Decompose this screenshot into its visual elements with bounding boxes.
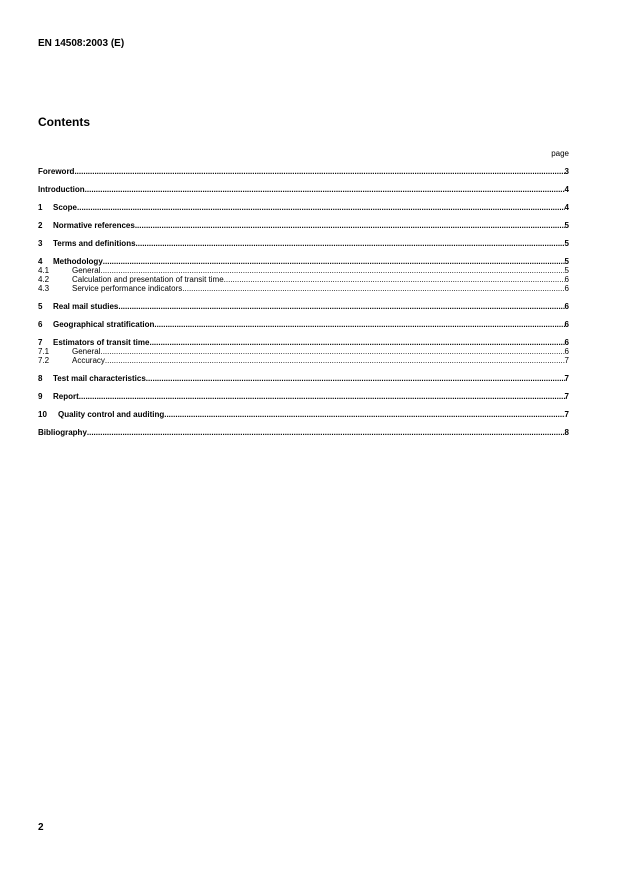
toc-leader-dots xyxy=(118,302,564,311)
toc-entry-title: Quality control and auditing xyxy=(58,410,165,419)
toc-entry-number: 2 xyxy=(38,221,43,230)
toc-entry-title: Foreword xyxy=(38,167,75,176)
toc-entry-page: 4 xyxy=(564,185,569,194)
toc-leader-dots xyxy=(105,356,565,365)
toc-entry-number: 4.3 xyxy=(38,284,50,293)
toc-entry-title: Bibliography xyxy=(38,428,87,437)
toc-leader-dots xyxy=(164,410,564,419)
document-header: EN 14508:2003 (E) xyxy=(38,38,125,49)
toc-entry-title: Scope xyxy=(53,203,78,212)
page-number: 2 xyxy=(38,822,44,833)
toc-entry-title: Terms and definitions xyxy=(53,239,136,248)
toc-entry-title: Service performance indicators xyxy=(72,284,183,293)
toc-entry-geographical-stratification[interactable] xyxy=(38,320,569,329)
toc-leader-dots xyxy=(87,428,565,437)
toc-leader-dots xyxy=(136,239,565,248)
toc-entry-number: 4.1 xyxy=(38,266,50,275)
toc-entry-page: 6 xyxy=(564,284,569,293)
toc-leader-dots xyxy=(100,266,564,275)
toc-entry-report[interactable] xyxy=(38,392,569,401)
toc-entry-page: 7 xyxy=(564,392,569,401)
toc-entry-page: 6 xyxy=(564,320,569,329)
toc-entry-page: 6 xyxy=(564,347,569,356)
toc-entry-title: Test mail characteristics xyxy=(53,374,146,383)
toc-entry-page: 5 xyxy=(564,239,569,248)
toc-leader-dots xyxy=(154,320,564,329)
toc-entry-number: 10 xyxy=(38,410,47,419)
toc-leader-dots xyxy=(146,374,565,383)
toc-entry-page: 6 xyxy=(564,338,569,347)
toc-entry-4-3-service-performance[interactable] xyxy=(38,284,569,293)
toc-entry-page: 8 xyxy=(564,428,569,437)
toc-entry-terms-and-definitions[interactable] xyxy=(38,239,569,248)
toc-leader-dots xyxy=(100,347,564,356)
toc-entry-7-2-accuracy[interactable] xyxy=(38,356,569,365)
toc-entry-scope[interactable] xyxy=(38,203,569,212)
toc-entry-number: 1 xyxy=(38,203,43,212)
toc-leader-dots xyxy=(85,185,565,194)
toc-entry-estimators-of-transit-time[interactable] xyxy=(38,338,569,347)
toc-entry-normative-references[interactable] xyxy=(38,221,569,230)
toc-entry-number: 7.1 xyxy=(38,347,50,356)
toc-entry-title: Geographical stratification xyxy=(53,320,155,329)
toc-entry-introduction[interactable] xyxy=(38,185,569,194)
toc-entry-number: 4.2 xyxy=(38,275,50,284)
toc-entry-title: Report xyxy=(53,392,79,401)
toc-entry-title: General xyxy=(72,266,101,275)
toc-entry-number: 4 xyxy=(38,257,43,266)
toc-entry-test-mail-characteristics[interactable] xyxy=(38,374,569,383)
toc-entry-number: 7 xyxy=(38,338,43,347)
toc-entry-title: Accuracy xyxy=(72,356,105,365)
toc-entry-number: 9 xyxy=(38,392,43,401)
contents-heading: Contents xyxy=(38,115,90,129)
toc-entry-page: 7 xyxy=(564,374,569,383)
page-column-label: page xyxy=(551,149,569,158)
toc-leader-dots xyxy=(182,284,564,293)
toc-entry-page: 5 xyxy=(564,257,569,266)
toc-entry-page: 4 xyxy=(564,203,569,212)
toc-entry-methodology[interactable] xyxy=(38,257,569,266)
toc-leader-dots xyxy=(79,392,565,401)
toc-entry-number: 7.2 xyxy=(38,356,50,365)
toc-entry-page: 5 xyxy=(564,221,569,230)
toc-leader-dots xyxy=(74,167,564,176)
toc-entry-bibliography[interactable] xyxy=(38,428,569,437)
toc-entry-number: 3 xyxy=(38,239,43,248)
toc-entry-real-mail-studies[interactable] xyxy=(38,302,569,311)
toc-leader-dots xyxy=(135,221,565,230)
toc-entry-page: 6 xyxy=(564,275,569,284)
toc-entry-title: General xyxy=(72,347,101,356)
toc-entry-page: 7 xyxy=(564,356,569,365)
toc-entry-number: 8 xyxy=(38,374,43,383)
toc-entry-title: Estimators of transit time xyxy=(53,338,150,347)
toc-entry-title: Methodology xyxy=(53,257,103,266)
toc-entry-title: Introduction xyxy=(38,185,85,194)
toc-entry-foreword[interactable] xyxy=(38,167,569,176)
toc-entry-page: 5 xyxy=(564,266,569,275)
toc-leader-dots xyxy=(224,275,565,284)
toc-entry-page: 3 xyxy=(564,167,569,176)
toc-entry-title: Real mail studies xyxy=(53,302,119,311)
toc-entry-title: Normative references xyxy=(53,221,135,230)
table-of-contents xyxy=(38,167,569,437)
toc-entry-quality-control[interactable] xyxy=(38,410,569,419)
toc-leader-dots xyxy=(103,257,565,266)
toc-leader-dots xyxy=(77,203,565,212)
toc-entry-title: Calculation and presentation of transit time xyxy=(72,275,224,284)
toc-leader-dots xyxy=(149,338,564,347)
toc-entry-number: 5 xyxy=(38,302,43,311)
toc-entry-4-1-general[interactable] xyxy=(38,266,569,275)
toc-entry-page: 6 xyxy=(564,302,569,311)
toc-entry-page: 7 xyxy=(564,410,569,419)
toc-entry-7-1-general[interactable] xyxy=(38,347,569,356)
toc-entry-4-2-calculation[interactable] xyxy=(38,275,569,284)
toc-entry-number: 6 xyxy=(38,320,43,329)
